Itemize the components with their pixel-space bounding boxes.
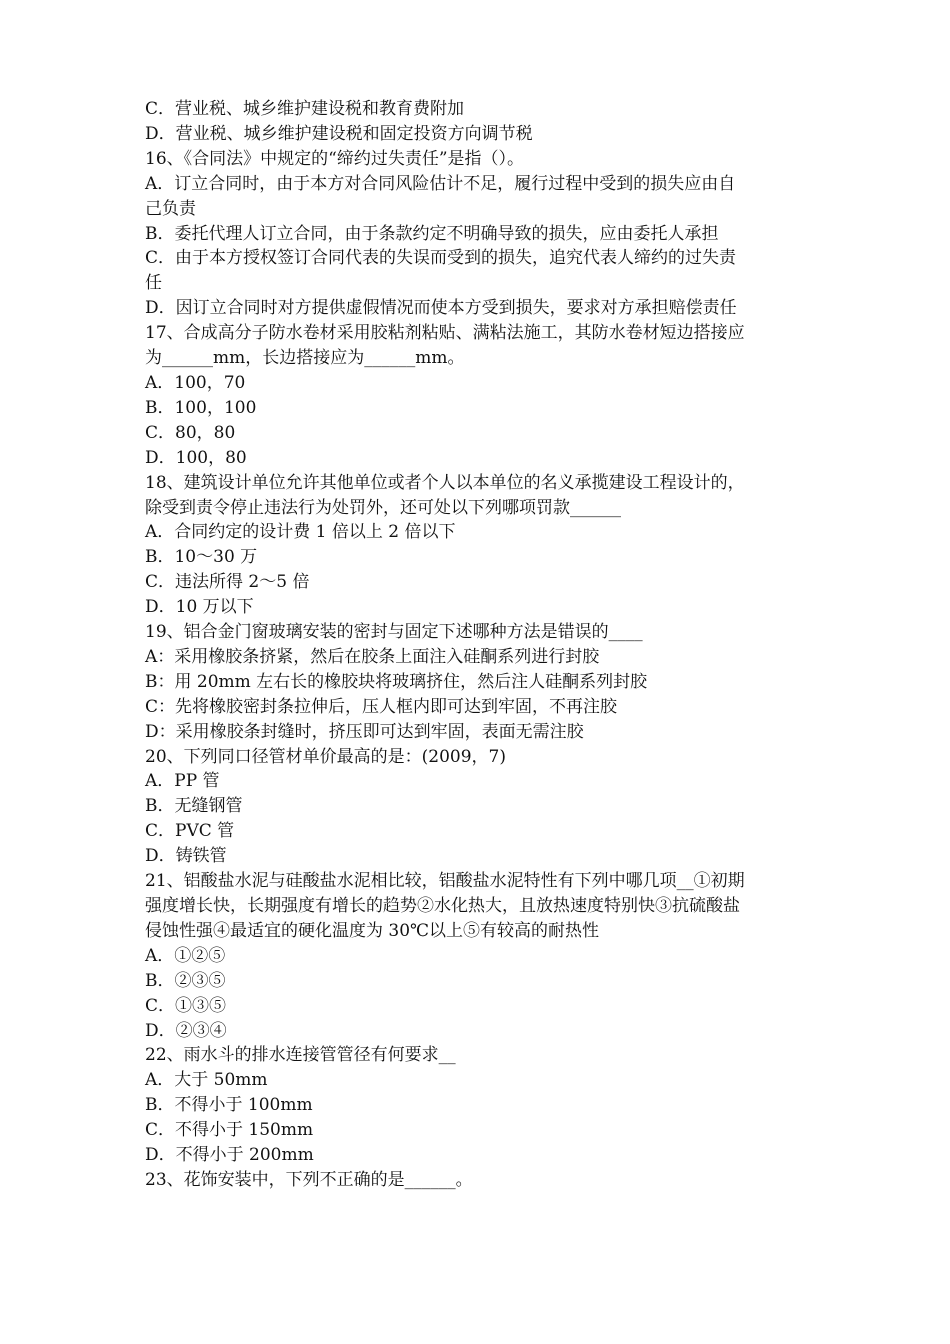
text-line: D．营业税、城乡维护建设税和固定投资方向调节税 <box>145 123 533 144</box>
text-line: C．营业税、城乡维护建设税和教育费附加 <box>145 99 465 119</box>
option-line: C．80，80 <box>145 422 236 443</box>
question-22: 22、雨水斗的排水连接管管径有何要求__ <box>145 1045 456 1066</box>
option-line: B．②③⑤ <box>145 970 226 991</box>
option-line: B：用 20mm 左右长的橡胶块将玻璃挤住，然后注人硅酮系列封胶 <box>145 671 648 692</box>
option-line: B．100，100 <box>145 397 257 418</box>
question-18-cont: 除受到责令停止违法行为处罚外，还可处以下列哪项罚款______ <box>145 497 621 518</box>
question-23: 23、花饰安装中，下列不正确的是______。 <box>145 1169 473 1190</box>
option-line: D．因订立合同时对方提供虚假情况而使本方受到损失，要求对方承担赔偿责任 <box>145 298 737 319</box>
question-21-cont: 强度增长快，长期强度有增长的趋势②水化热大，且放热速度特别快③抗硫酸盐 <box>145 896 740 916</box>
question-18: 18、建筑设计单位允许其他单位或者个人以本单位的名义承揽建设工程设计的， <box>145 472 745 493</box>
option-line: C．①③⑤ <box>145 995 227 1016</box>
document-page <box>145 97 813 1193</box>
option-line: D．不得小于 200mm <box>145 1145 314 1166</box>
option-line: D．②③④ <box>145 1020 227 1041</box>
question-21-cont: 侵蚀性强④最适宜的硬化温度为 30℃以上⑤有较高的耐热性 <box>145 920 600 941</box>
option-line: D．铸铁管 <box>145 846 227 867</box>
option-line: C．违法所得 2～5 倍 <box>145 572 310 593</box>
option-line: A．大于 50mm <box>145 1070 268 1091</box>
question-17: 17、合成高分子防水卷材采用胶粘剂粘贴、满粘法施工，其防水卷材短边搭接应 <box>145 323 745 344</box>
option-line: B．委托代理人订立合同，由于条款约定不明确导致的损失，应由委托人承担 <box>145 223 719 244</box>
option-line: C．PVC 管 <box>145 821 235 842</box>
option-line: C：先将橡胶密封条拉伸后，压人框内即可达到牢固，不再注胶 <box>145 696 618 717</box>
option-line: A．①②⑤ <box>145 945 226 966</box>
option-line: D．100，80 <box>145 447 247 468</box>
question-19: 19、铝合金门窗玻璃安装的密封与固定下述哪种方法是错误的____ <box>145 622 643 643</box>
option-line: A．订立合同时，由于本方对合同风险估计不足，履行过程中受到的损失应由自 <box>145 173 736 194</box>
option-line: A．合同约定的设计费 1 倍以上 2 倍以下 <box>145 522 456 543</box>
option-line: 己负责 <box>145 198 196 219</box>
option-line: B．不得小于 100mm <box>145 1095 313 1116</box>
option-line: C．不得小于 150mm <box>145 1120 314 1141</box>
option-line: A．100，70 <box>145 372 246 393</box>
option-line: D：采用橡胶条封缝时，挤压即可达到牢固，表面无需注胶 <box>145 721 584 742</box>
option-line: B．10～30 万 <box>145 547 258 568</box>
question-17-cont: 为______mm，长边搭接应为______mm。 <box>145 348 465 369</box>
question-20: 20、下列同口径管材单价最高的是：(2009，7) <box>145 746 506 767</box>
option-line: A．PP 管 <box>145 771 220 792</box>
question-16: 16、《合同法》中规定的“缔约过失责任”是指（）。 <box>145 148 525 169</box>
option-line: B．无缝钢管 <box>145 796 243 817</box>
option-line: 任 <box>145 273 162 294</box>
question-21: 21、铝酸盐水泥与硅酸盐水泥相比较，铝酸盐水泥特性有下列中哪几项__①初期 <box>145 871 745 892</box>
option-line: C．由于本方授权签订合同代表的失误而受到的损失，追究代表人缔约的过失责 <box>145 248 737 269</box>
option-line: A：采用橡胶条挤紧，然后在胶条上面注入硅酮系列进行封胶 <box>145 646 600 667</box>
option-line: D．10 万以下 <box>145 597 254 618</box>
